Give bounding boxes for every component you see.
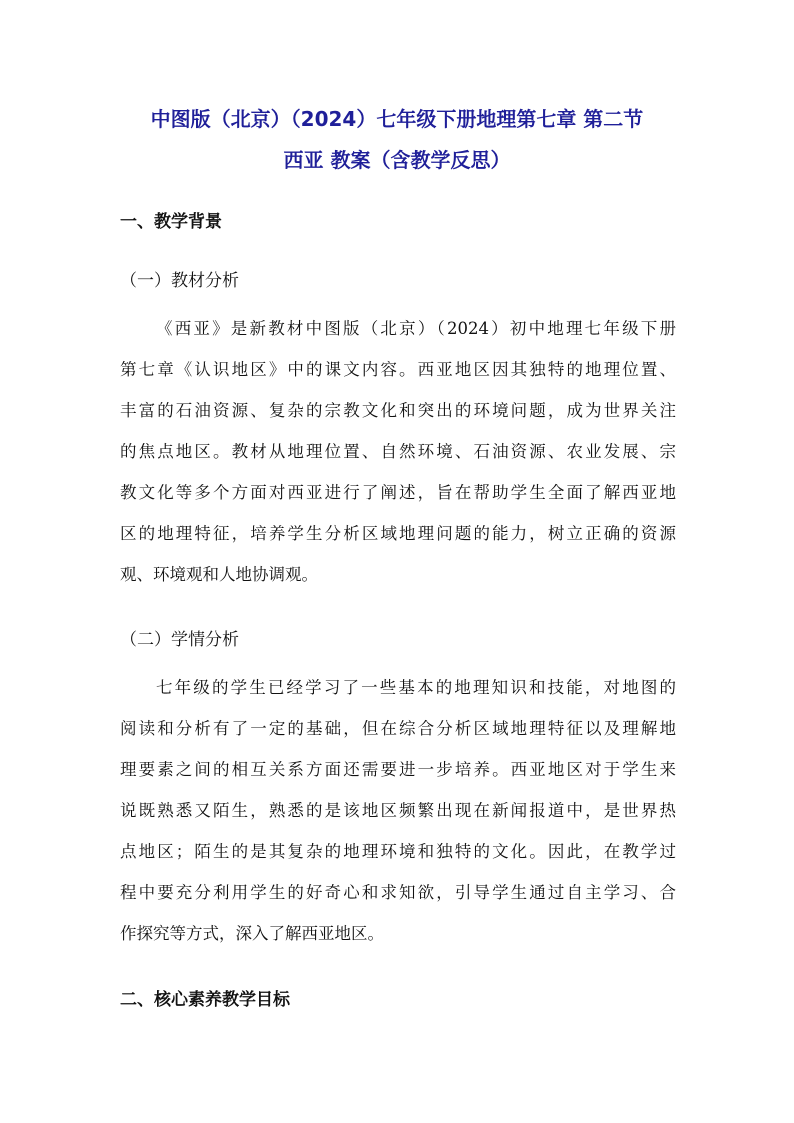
paragraph-line: 观、环境观和人地协调观。 (120, 565, 318, 584)
paragraph-line: 七年级的学生已经学习了一些基本的地理知识和技能，对地图的 (156, 678, 676, 697)
paragraph-line: 教文化等多个方面对西亚进行了阐述，旨在帮助学生全面了解西亚地 (120, 483, 676, 502)
paragraph-line: 点地区；陌生的是其复杂的地理环境和独特的文化。因此，在教学过 (120, 842, 676, 861)
subsection-heading-textbook-analysis: （一）教材分析 (120, 271, 239, 291)
paragraph-line: 第七章《认识地区》中的课文内容。西亚地区因其独特的地理位置、 (120, 360, 676, 379)
paragraph-line: 说既熟悉又陌生，熟悉的是该地区频繁出现在新闻报道中，是世界热 (120, 801, 676, 820)
paragraph-line: 理要素之间的相互关系方面还需要进一步培养。西亚地区对于学生来 (120, 760, 676, 779)
paragraph-line: 丰富的石油资源、复杂的宗教文化和突出的环境问题，成为世界关注 (120, 401, 676, 420)
paragraph-line: 《西亚》是新教材中图版（北京）（2024）初中地理七年级下册 (156, 319, 676, 338)
section-heading-teaching-background: 一、教学背景 (120, 212, 222, 232)
subsection-heading-learner-analysis: （二）学情分析 (120, 630, 239, 650)
paragraph-line: 的焦点地区。教材从地理位置、自然环境、石油资源、农业发展、宗 (120, 442, 676, 461)
section-heading-core-literacy-objectives: 二、核心素养教学目标 (120, 990, 290, 1010)
paragraph-line: 程中要充分利用学生的好奇心和求知欲，引导学生通过自主学习、合 (120, 883, 676, 902)
paragraph-line: 阅读和分析有了一定的基础，但在综合分析区域地理特征以及理解地 (120, 719, 676, 738)
document-title-line-1: 中图版（北京）（2024）七年级下册地理第七章 第二节 (150, 107, 644, 131)
paragraph-line: 区的地理特征，培养学生分析区域地理问题的能力，树立正确的资源 (120, 524, 676, 543)
paragraph-line: 作探究等方式，深入了解西亚地区。 (120, 924, 384, 943)
document-title-line-2: 西亚 教案（含教学反思） (283, 148, 511, 172)
